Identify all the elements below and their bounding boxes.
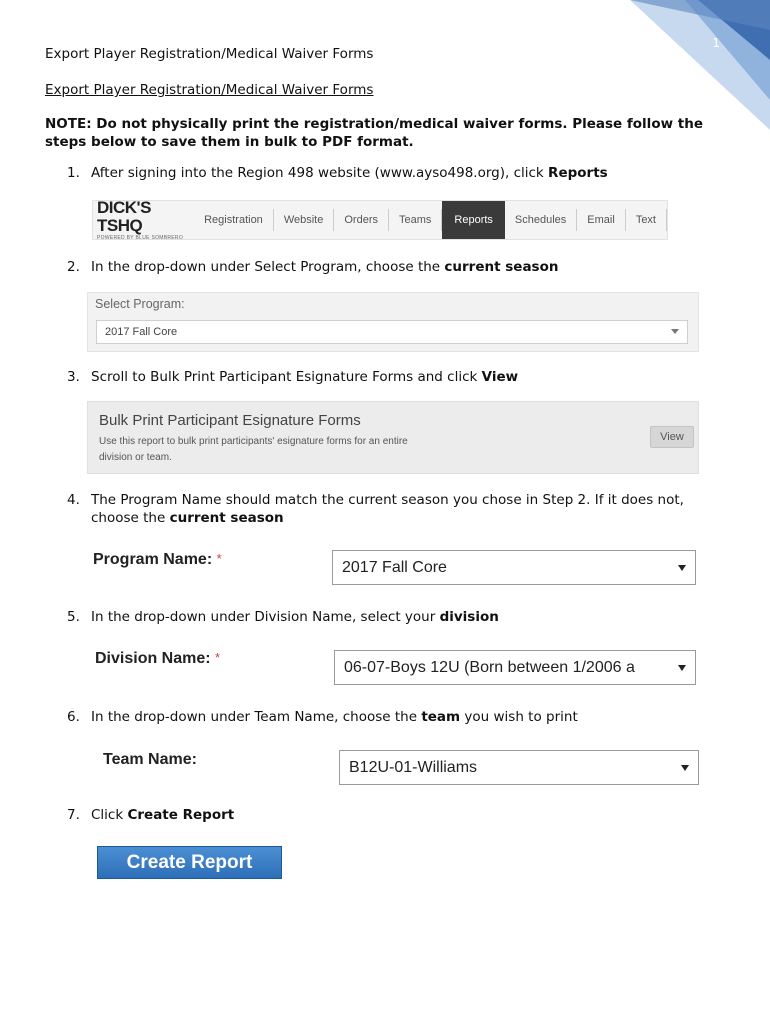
team-name-select[interactable] — [339, 750, 699, 785]
step-1: 1. After signing into the Region 498 website (www.ayso498.org), click Reports — [67, 165, 608, 181]
chevron-down-icon — [671, 329, 679, 334]
bulk-print-description: Use this report to bulk print participants' esignature forms for an entire division or team. — [99, 436, 408, 463]
program-name-label: Program Name: * — [93, 551, 222, 568]
select-program-label: Select Program: — [95, 297, 185, 311]
nav-reports[interactable]: Reports — [442, 201, 505, 239]
bulk-print-panel — [87, 401, 699, 474]
header-title: Export Player Registration/Medical Waiver Forms — [45, 46, 374, 62]
nav-text[interactable]: Text — [626, 209, 667, 231]
dropdown-arrow-icon — [678, 565, 686, 571]
create-report-button[interactable]: Create Report — [97, 846, 282, 879]
dicks-tshq-logo: DICK'S TSHQ POWERED BY BLUE SOMBRERO — [97, 198, 184, 241]
step-3: 3. Scroll to Bulk Print Participant Esignature Forms and click View — [67, 369, 519, 385]
nav-email[interactable]: Email — [577, 209, 626, 231]
program-name-select[interactable] — [332, 550, 696, 585]
note-paragraph: NOTE: Do not physically print the registration/medical waiver forms. Please follow the steps below to save them in bulk to PDF format. — [45, 116, 703, 150]
team-name-value: B12U-01-Williams — [349, 758, 478, 776]
nav-schedules[interactable]: Schedules — [505, 209, 577, 231]
dropdown-arrow-icon — [678, 665, 686, 671]
dropdown-arrow-icon — [681, 765, 689, 771]
document-title: Export Player Registration/Medical Waiver Forms — [45, 82, 374, 98]
select-program-dropdown[interactable] — [96, 320, 688, 344]
select-program-panel — [87, 292, 699, 352]
page-corner-decoration — [590, 0, 770, 130]
division-name-select[interactable] — [334, 650, 696, 685]
nav-website[interactable]: Website — [274, 209, 335, 231]
division-name-label: Division Name: * — [95, 650, 221, 667]
nav-teams[interactable]: Teams — [389, 209, 442, 231]
step-7: 7. Click Create Report — [67, 807, 235, 823]
select-program-value: 2017 Fall Core — [105, 326, 178, 338]
step-4: 4. The Program Name should match the current season you chose in Step 2. If it does not, choose the current season — [67, 492, 684, 526]
step-2: 2. In the drop-down under Select Program, choose the current season — [67, 259, 559, 275]
program-name-value: 2017 Fall Core — [342, 558, 447, 576]
team-name-label: Team Name: — [103, 751, 197, 768]
page-number: 1 — [712, 36, 720, 50]
division-name-value: 06-07-Boys 12U (Born between 1/2006 a — [344, 658, 635, 676]
nav-registration[interactable]: Registration — [194, 209, 274, 231]
step-5: 5. In the drop-down under Division Name, select your division — [67, 609, 499, 625]
bulk-print-title: Bulk Print Participant Esignature Forms — [99, 412, 361, 429]
nav-orders[interactable]: Orders — [334, 209, 389, 231]
view-button[interactable]: View — [650, 426, 694, 448]
step-6: 6. In the drop-down under Team Name, choose the team you wish to print — [67, 709, 578, 725]
site-navbar — [92, 200, 668, 240]
